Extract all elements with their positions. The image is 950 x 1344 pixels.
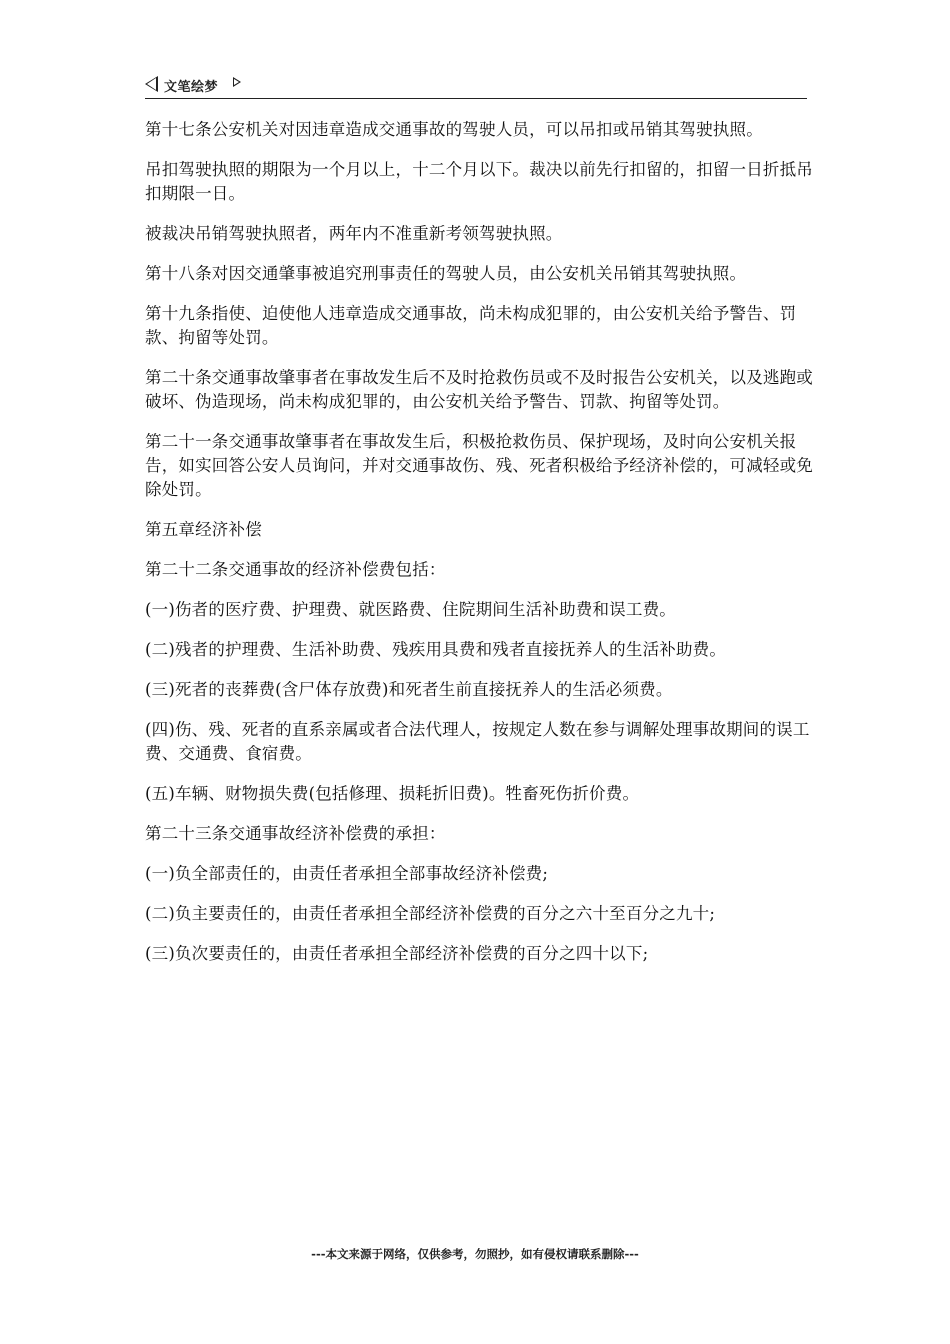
paragraph-article-18: 第十八条对因交通肇事被追究刑事责任的驾驶人员，由公安机关吊销其驾驶执照。 bbox=[145, 264, 747, 283]
list-item-23-3: (三)负次要责任的，由责任者承担全部经济补偿费的百分之四十以下; bbox=[145, 944, 649, 963]
open-triangle-left-icon bbox=[145, 76, 158, 92]
paragraph-article-20: 第二十条交通事故肇事者在事故发生后不及时抢救伤员或不及时报告公安机关，以及逃跑或破坏、伪造现场，尚未构成犯罪的，由公安机关给予警告、罚款、拘留等处罚。 bbox=[145, 368, 813, 411]
list-item-22-3: (三)死者的丧葬费(含尸体存放费)和死者生前直接抚养人的生活必须费。 bbox=[145, 680, 673, 699]
open-triangle-right-icon bbox=[233, 77, 241, 87]
paragraph-suspension-period: 吊扣驾驶执照的期限为一个月以上，十二个月以下。裁决以前先行扣留的，扣留一日折抵吊扣期限一日。 bbox=[145, 160, 813, 203]
document-body bbox=[145, 118, 813, 982]
list-item-22-5: (五)车辆、财物损失费(包括修理、损耗折旧费)。牲畜死伤折价费。 bbox=[145, 784, 640, 803]
list-item-22-2: (二)残者的护理费、生活补助费、残疾用具费和残者直接抚养人的生活补助费。 bbox=[145, 640, 727, 659]
paragraph-article-21: 第二十一条交通事故肇事者在事故发生后，积极抢救伤员、保护现场，及时向公安机关报告，如实回答公安人员询问，并对交通事故伤、残、死者积极给予经济补偿的，可减轻或免除处罚。 bbox=[145, 432, 813, 499]
paragraph-article-23: 第二十三条交通事故经济补偿费的承担： bbox=[145, 824, 446, 843]
paragraph-article-19: 第十九条指使、迫使他人违章造成交通事故，尚未构成犯罪的，由公安机关给予警告、罚款、拘留等处罚。 bbox=[145, 304, 797, 347]
paragraph-article-22: 第二十二条交通事故的经济补偿费包括： bbox=[145, 560, 446, 579]
header-title: 文笔绘梦 bbox=[164, 80, 219, 95]
list-item-23-1: (一)负全部责任的，由责任者承担全部事故经济补偿费; bbox=[145, 864, 549, 883]
list-item-23-2: (二)负主要责任的，由责任者承担全部经济补偿费的百分之六十至百分之九十; bbox=[145, 904, 716, 923]
paragraph-revocation: 被裁决吊销驾驶执照者，两年内不准重新考领驾驶执照。 bbox=[145, 224, 563, 243]
paragraph-article-17: 第十七条公安机关对因违章造成交通事故的驾驶人员，可以吊扣或吊销其驾驶执照。 bbox=[145, 120, 763, 139]
page-header bbox=[145, 74, 807, 99]
list-item-22-1: (一)伤者的医疗费、护理费、就医路费、住院期间生活补助费和误工费。 bbox=[145, 600, 676, 619]
page-footer-disclaimer: ---本文来源于网络，仅供参考，勿照抄，如有侵权请联系删除--- bbox=[311, 1247, 639, 1261]
chapter-heading-5: 第五章经济补偿 bbox=[145, 520, 262, 539]
list-item-22-4: (四)伤、残、死者的直系亲属或者合法代理人，按规定人数在参与调解处理事故期间的误工费、交通费、食宿费。 bbox=[145, 720, 810, 763]
